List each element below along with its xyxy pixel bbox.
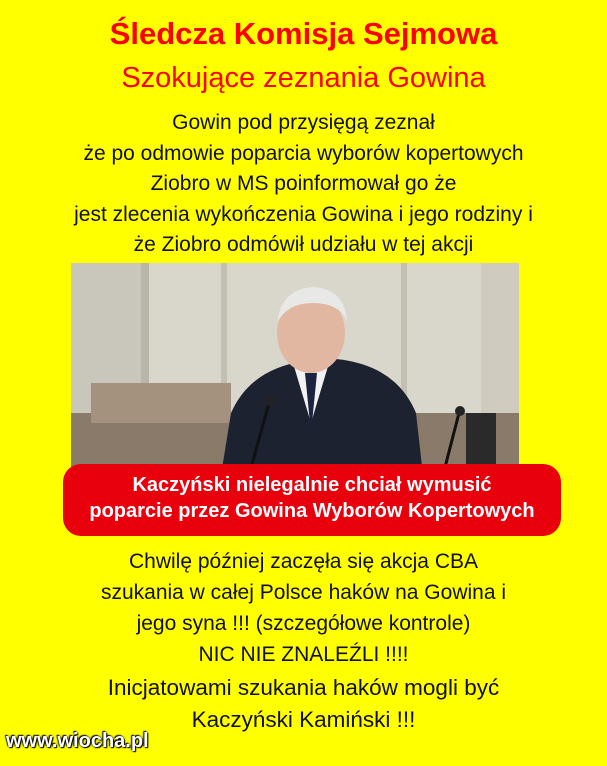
hearing-photo bbox=[71, 263, 519, 475]
intro-line: Gowin pod przysięgą zeznał bbox=[172, 111, 435, 134]
closing-line: Inicjatowami szukania haków mogli być bbox=[107, 675, 500, 700]
intro-line: Ziobro w MS poinformował go że bbox=[150, 172, 457, 195]
headline-subtitle: Szokujące zeznania Gowina bbox=[121, 62, 486, 94]
hearing-photo-illustration bbox=[71, 263, 519, 475]
highlight-banner bbox=[67, 468, 557, 532]
intro-paragraph bbox=[0, 108, 607, 261]
banner-line-2: poparcie przez Gowina Wyborów Kopertowych bbox=[89, 500, 535, 522]
intro-line: jest zlecenia wykończenia Gowina i jego rodziny i bbox=[74, 202, 533, 226]
banner-line-1: Kaczyński nielegalnie chciał wymusić bbox=[132, 474, 492, 496]
watermark: www.wiocha.pl bbox=[6, 730, 149, 752]
body-paragraph bbox=[0, 546, 607, 670]
headline-title: Śledcza Komisja Sejmowa bbox=[109, 16, 498, 51]
body-line: jego syna !!! (szczegółowe kontrole) bbox=[136, 612, 471, 635]
closing-line: Kaczyński Kamiński !!! bbox=[191, 707, 416, 732]
body-line: szukania w całej Polsce haków na Gowina i bbox=[100, 581, 507, 604]
intro-line: że po odmowie poparcia wyborów kopertowych bbox=[83, 141, 524, 165]
closing-paragraph bbox=[0, 672, 607, 736]
intro-line: że Ziobro odmówił udziału w tej akcji bbox=[133, 233, 474, 256]
body-line: Chwilę później zaczęła się akcja CBA bbox=[129, 550, 478, 573]
body-line: NIC NIE ZNALEŹLI !!!! bbox=[198, 643, 409, 666]
